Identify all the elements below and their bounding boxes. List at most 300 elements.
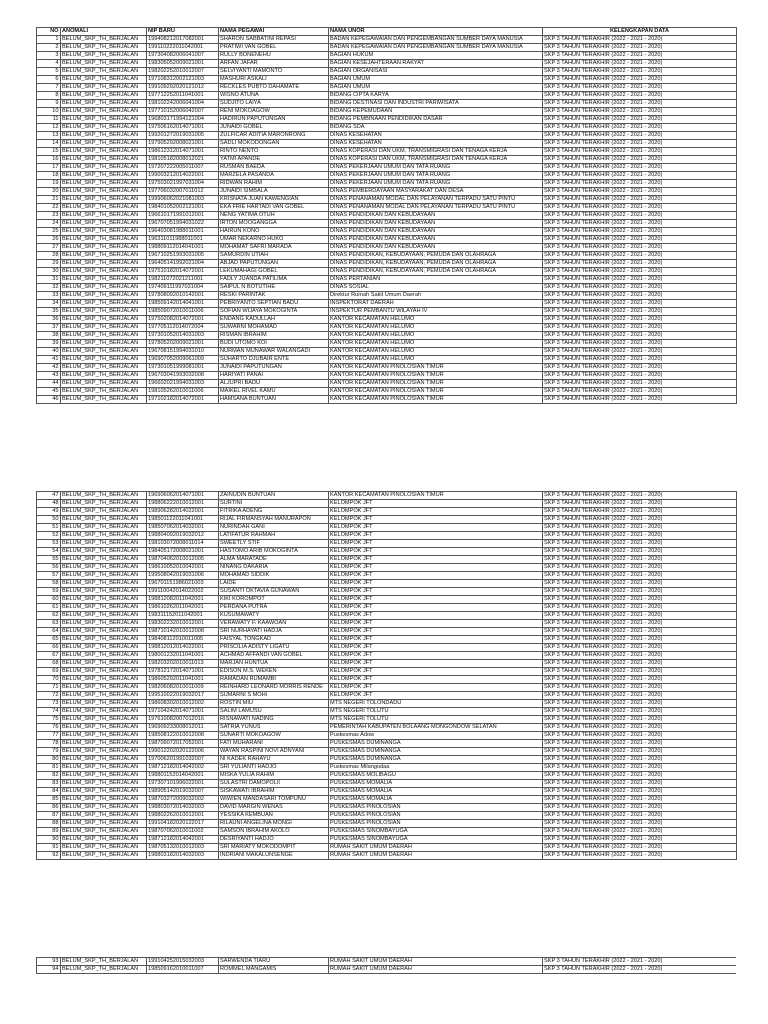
row-no: 47 [37, 492, 61, 500]
row-kelengkapan: SKP 3 TAHUN TERAKHIR (2022 - 2021 - 2020) [543, 100, 737, 108]
row-no: 37 [37, 324, 61, 332]
row-kelengkapan: SKP 3 TAHUN TERAKHIR (2022 - 2021 - 2020) [543, 124, 737, 132]
row-unor: BAGIAN UMUM [329, 76, 543, 84]
row-kelengkapan: SKP 3 TAHUN TERAKHIR (2022 - 2021 - 2020) [543, 180, 737, 188]
table-body-3 [37, 958, 737, 974]
row-nip: 197712252011041001 [147, 92, 219, 100]
row-kelengkapan: SKP 3 TAHUN TERAKHIR (2022 - 2021 - 2020) [543, 164, 737, 172]
row-anomali: BELUM_SKP_TH_BERJALAN [61, 132, 147, 140]
row-anomali: BELUM_SKP_TH_BERJALAN [61, 804, 147, 812]
row-nip: 196906062014071001 [147, 492, 219, 500]
row-nip: 199109292020121012 [147, 84, 219, 92]
row-nama: RISMAN IBRAHIM [219, 332, 329, 340]
row-no: 20 [37, 188, 61, 196]
row-nama: ALJUPRI BADU [219, 380, 329, 388]
row-kelengkapan: SKP 3 TAHUN TERAKHIR (2022 - 2021 - 2020) [543, 740, 737, 748]
row-no: 54 [37, 548, 61, 556]
row-nip: 197301051999081001 [147, 364, 219, 372]
row-nip: 197102182014072001 [147, 396, 219, 404]
row-kelengkapan: SKP 3 TAHUN TERAKHIR (2022 - 2021 - 2020) [543, 148, 737, 156]
row-nip: 199104252015032003 [147, 958, 219, 966]
row-unor: PUSKESMAS SINOMBAYUGA [329, 828, 543, 836]
row-nip: 197502082014072001 [147, 316, 219, 324]
row-unor: KELOMPOK JFT [329, 636, 543, 644]
row-unor: PUSKESMAS DUMINANGA [329, 748, 543, 756]
row-unor: DINAS PENDIDIKAN DAN KEBUDAYAAN [329, 244, 543, 252]
row-nip: 198804092019032012 [147, 532, 219, 540]
row-nip: 198612312014071001 [147, 148, 219, 156]
row-unor: BIDANG PEMBINAAN PENDIDIKAN DASAR [329, 116, 543, 124]
table-row [37, 636, 737, 644]
row-nama: RENI MOKOAGOW [219, 108, 329, 116]
row-nip: 196403081988011001 [147, 228, 219, 236]
row-unor: KANTOR KECAMATAN HELUMO [329, 324, 543, 332]
row-unor: KANTOR KECAMATAN PINOLOSIAN TIMUR [329, 388, 543, 396]
row-unor: RUMAH SAKIT UMUM DAERAH [329, 958, 543, 966]
table-row [37, 236, 737, 244]
row-anomali: BELUM_SKP_TH_BERJALAN [61, 748, 147, 756]
row-nama: ACHMAD AFFANDI VAN GOBEL [219, 652, 329, 660]
row-anomali: BELUM_SKP_TH_BERJALAN [61, 196, 147, 204]
row-no: 40 [37, 348, 61, 356]
row-unor: KANTOR KECAMATAN PINOLOSIAN TIMUR [329, 396, 543, 404]
row-kelengkapan: SKP 3 TAHUN TERAKHIR (2022 - 2021 - 2020) [543, 68, 737, 76]
table-row [37, 156, 737, 164]
row-nip: 197510182014072001 [147, 268, 219, 276]
row-kelengkapan: SKP 3 TAHUN TERAKHIR (2022 - 2021 - 2020) [543, 636, 737, 644]
row-anomali: BELUM_SKP_TH_BERJALAN [61, 68, 147, 76]
row-no: 25 [37, 228, 61, 236]
row-nip: 198801152014042001 [147, 772, 219, 780]
table-row [37, 132, 737, 140]
row-anomali: BELUM_SKP_TH_BERJALAN [61, 36, 147, 44]
row-no: 82 [37, 772, 61, 780]
row-unor: KELOMPOK JFT [329, 620, 543, 628]
row-anomali: BELUM_SKP_TH_BERJALAN [61, 836, 147, 844]
row-anomali: BELUM_SKP_TH_BERJALAN [61, 604, 147, 612]
row-anomali: BELUM_SKP_TH_BERJALAN [61, 958, 147, 966]
row-kelengkapan: SKP 3 TAHUN TERAKHIR (2022 - 2021 - 2020) [543, 572, 737, 580]
row-anomali: BELUM_SKP_TH_BERJALAN [61, 548, 147, 556]
row-no: 64 [37, 628, 61, 636]
table-row [37, 276, 737, 284]
row-no: 49 [37, 508, 61, 516]
table-row [37, 820, 737, 828]
row-nama: SATRIA YUNUS [219, 724, 329, 732]
row-nip: 197207222005011007 [147, 164, 219, 172]
row-no: 26 [37, 236, 61, 244]
row-anomali: BELUM_SKP_TH_BERJALAN [61, 284, 147, 292]
table-row [37, 516, 737, 524]
table-row [37, 52, 737, 60]
row-no: 68 [37, 660, 61, 668]
row-unor: KANTOR KECAMATAN PINOLOSIAN TIMUR [329, 372, 543, 380]
row-anomali: BELUM_SKP_TH_BERJALAN [61, 364, 147, 372]
table-row [37, 100, 737, 108]
row-nip: 198812012014022001 [147, 644, 219, 652]
row-nip: 198806222010012001 [147, 500, 219, 508]
row-nama: SULASTRI DAMOPOLII [219, 780, 329, 788]
row-nama: SAIPUL N BOTUTIHE [219, 284, 329, 292]
row-kelengkapan: SKP 3 TAHUN TERAKHIR (2022 - 2021 - 2020) [543, 564, 737, 572]
row-anomali: BELUM_SKP_TH_BERJALAN [61, 524, 147, 532]
row-nip: 198509162010011007 [147, 966, 219, 974]
row-unor: KELOMPOK JFT [329, 500, 543, 508]
row-nama: MOHAMAT SAFRI MARADA [219, 244, 329, 252]
table-row [37, 300, 737, 308]
table-row [37, 492, 737, 500]
row-no: 67 [37, 652, 61, 660]
row-unor: RUMAH SAKIT UMUM DAERAH [329, 844, 543, 852]
row-nip: 198211072021211001 [147, 276, 219, 284]
row-unor: KANTOR KECAMATAN HELUMO [329, 332, 543, 340]
table-row [37, 212, 737, 220]
row-nip: 198305052009021001 [147, 60, 219, 68]
row-anomali: BELUM_SKP_TH_BERJALAN [61, 740, 147, 748]
row-nip: 198102242006041004 [147, 100, 219, 108]
table-row [37, 740, 737, 748]
row-nama: MARJAN HUNTUA [219, 660, 329, 668]
table-row [37, 966, 737, 974]
row-anomali: BELUM_SKP_TH_BERJALAN [61, 812, 147, 820]
row-nama: SUWARNI MOHAMAD [219, 324, 329, 332]
row-unor: RUMAH SAKIT UMUM DAERAH [329, 852, 543, 860]
row-nama: SUNARTI MOKOAGOW [219, 732, 329, 740]
row-unor: MTS NEGERI TOLUTU [329, 708, 543, 716]
row-nama: BUDI UTOMO KOI [219, 340, 329, 348]
row-anomali: BELUM_SKP_TH_BERJALAN [61, 700, 147, 708]
row-unor: DINAS KESEHATAN [329, 132, 543, 140]
row-nama: HADIRUN PAPUTUNGAN [219, 116, 329, 124]
row-unor: DINAS PENDIDIKAN DAN KEBUDAYAAN [329, 228, 543, 236]
row-no: 88 [37, 820, 61, 828]
row-nip: 198707062010011002 [147, 828, 219, 836]
row-nama: SISKAWATI IBRAHIM [219, 788, 329, 796]
row-kelengkapan: SKP 3 TAHUN TERAKHIR (2022 - 2021 - 2020) [543, 668, 737, 676]
row-nama: RIJAL FIRMANSYAH MANURAPON [219, 516, 329, 524]
row-kelengkapan: SKP 3 TAHUN TERAKHIR (2022 - 2021 - 2020) [543, 156, 737, 164]
row-unor: BAGIAN ORGANISASI [329, 68, 543, 76]
row-unor: DINAS KOPERASI DAN UKM, TRANSMIGRASI DAN TENAGA KERJA [329, 148, 543, 156]
table-row [37, 756, 737, 764]
row-anomali: BELUM_SKP_TH_BERJALAN [61, 244, 147, 252]
row-unor: PUSKESMAS MOLIBAGU [329, 772, 543, 780]
row-unor: MTS NEGERI TOLONDADU [329, 700, 543, 708]
table-row [37, 380, 737, 388]
row-nama: SURTINI [219, 500, 329, 508]
row-no: 21 [37, 196, 61, 204]
row-no: 44 [37, 380, 61, 388]
header-nama: NAMA PEGAWAI [219, 28, 329, 36]
row-anomali: BELUM_SKP_TH_BERJALAN [61, 348, 147, 356]
row-no: 13 [37, 132, 61, 140]
row-no: 80 [37, 756, 61, 764]
row-no: 60 [37, 596, 61, 604]
row-nip: 197710152006042007 [147, 108, 219, 116]
table-row [37, 732, 737, 740]
table-row [37, 140, 737, 148]
table-row [37, 700, 737, 708]
row-anomali: BELUM_SKP_TH_BERJALAN [61, 100, 147, 108]
row-kelengkapan: SKP 3 TAHUN TERAKHIR (2022 - 2021 - 2020) [543, 60, 737, 68]
row-no: 76 [37, 724, 61, 732]
row-nip: 198610262011042001 [147, 604, 219, 612]
table-row [37, 628, 737, 636]
row-no: 22 [37, 204, 61, 212]
row-anomali: BELUM_SKP_TH_BERJALAN [61, 780, 147, 788]
row-no: 65 [37, 636, 61, 644]
row-nip: 199012202020122006 [147, 748, 219, 756]
row-unor: DINAS PENANAMAN MODAL DAN PELAYANAN TERPADU SATU PINTU [329, 196, 543, 204]
row-anomali: BELUM_SKP_TH_BERJALAN [61, 300, 147, 308]
row-nama: WISNO ATUNA [219, 92, 329, 100]
row-kelengkapan: SKP 3 TAHUN TERAKHIR (2022 - 2021 - 2020) [543, 76, 737, 84]
row-nama: HAIRUN KONO [219, 228, 329, 236]
table-block-3 [36, 957, 736, 1024]
table-row [37, 172, 737, 180]
row-unor: PUSKESMAS PINOLOSIAN [329, 804, 543, 812]
row-anomali: BELUM_SKP_TH_BERJALAN [61, 148, 147, 156]
row-no: 75 [37, 716, 61, 724]
row-kelengkapan: SKP 3 TAHUN TERAKHIR (2022 - 2021 - 2020) [543, 44, 737, 52]
table-row [37, 268, 737, 276]
row-no: 15 [37, 148, 61, 156]
table-row [37, 340, 737, 348]
row-nip: 197301052014031003 [147, 332, 219, 340]
row-no: 29 [37, 260, 61, 268]
row-no: 18 [37, 172, 61, 180]
row-no: 90 [37, 836, 61, 844]
row-nama: HARIYATI PANAI [219, 372, 329, 380]
row-nip: 196707051994031022 [147, 220, 219, 228]
row-nama: SRI YULIANTI HADJO [219, 764, 329, 772]
row-unor: DINAS PENDIDIKAN, KEBUDAYAAN, PEMUDA DAN OLAHRAGA [329, 252, 543, 260]
row-kelengkapan: SKP 3 TAHUN TERAKHIR (2022 - 2021 - 2020) [543, 628, 737, 636]
row-anomali: BELUM_SKP_TH_BERJALAN [61, 276, 147, 284]
header-nip: NIP BARU [147, 28, 219, 36]
row-kelengkapan: SKP 3 TAHUN TERAKHIR (2022 - 2021 - 2020) [543, 84, 737, 92]
row-kelengkapan: SKP 3 TAHUN TERAKHIR (2022 - 2021 - 2020) [543, 684, 737, 692]
table-row [37, 44, 737, 52]
row-no: 45 [37, 388, 61, 396]
row-no: 50 [37, 516, 61, 524]
row-kelengkapan: SKP 3 TAHUN TERAKHIR (2022 - 2021 - 2020) [543, 260, 737, 268]
table-row [37, 332, 737, 340]
table-row [37, 804, 737, 812]
row-no: 66 [37, 644, 61, 652]
row-anomali: BELUM_SKP_TH_BERJALAN [61, 820, 147, 828]
row-nama: FADLY JUANDA PATILIMA [219, 276, 329, 284]
row-kelengkapan: SKP 3 TAHUN TERAKHIR (2022 - 2021 - 2020) [543, 348, 737, 356]
row-anomali: BELUM_SKP_TH_BERJALAN [61, 84, 147, 92]
row-kelengkapan: SKP 3 TAHUN TERAKHIR (2022 - 2021 - 2020) [543, 676, 737, 684]
row-nip: 198704062010012005 [147, 556, 219, 564]
row-nip: 198302232010012001 [147, 620, 219, 628]
row-kelengkapan: SKP 3 TAHUN TERAKHIR (2022 - 2021 - 2020) [543, 788, 737, 796]
row-anomali: BELUM_SKP_TH_BERJALAN [61, 44, 147, 52]
row-nip: 198709072017052001 [147, 740, 219, 748]
row-nama: WAYAN RASPINI NOVI ADNYANI [219, 748, 329, 756]
table-row [37, 68, 737, 76]
row-nama: NURMAN MUNAWAR WALANGADI [219, 348, 329, 356]
row-anomali: BELUM_SKP_TH_BERJALAN [61, 772, 147, 780]
row-kelengkapan: SKP 3 TAHUN TERAKHIR (2022 - 2021 - 2020) [543, 228, 737, 236]
row-unor: PUSKESMAS MOMALIA [329, 780, 543, 788]
row-no: 33 [37, 292, 61, 300]
row-unor: DINAS PENDIDIKAN DAN KEBUDAYAAN [329, 236, 543, 244]
row-kelengkapan: SKP 3 TAHUN TERAKHIR (2022 - 2021 - 2020) [543, 244, 737, 252]
row-no: 48 [37, 500, 61, 508]
row-nama: MISKA YULIA RAHIM [219, 772, 329, 780]
table-row [37, 148, 737, 156]
row-unor: DINAS PEMBERDAYAAN MASYARAKAT DAN DESA [329, 188, 543, 196]
row-nama: PRISCILIA ADISTY LIGATU [219, 644, 329, 652]
row-nama: ROSTIN MIU [219, 700, 329, 708]
row-kelengkapan: SKP 3 TAHUN TERAKHIR (2022 - 2021 - 2020) [543, 540, 737, 548]
table-row [37, 572, 737, 580]
row-nip: 196708151994031010 [147, 348, 219, 356]
table-row [37, 364, 737, 372]
row-nip: 197006201991032007 [147, 756, 219, 764]
row-unor: BADAN KEPEGAWAIAN DAN PENGEMBANGAN SUMBER DAYA MANUSIA [329, 44, 543, 52]
row-anomali: BELUM_SKP_TH_BERJALAN [61, 372, 147, 380]
table-row [37, 692, 737, 700]
row-nip: 198809112014041001 [147, 244, 219, 252]
row-nip: 196710251993031005 [147, 252, 219, 260]
row-unor: PUSKESMAS DUMINANGA [329, 740, 543, 748]
table-row [37, 292, 737, 300]
table-row [37, 812, 737, 820]
row-no: 84 [37, 788, 61, 796]
row-anomali: BELUM_SKP_TH_BERJALAN [61, 236, 147, 244]
data-table [36, 491, 737, 860]
row-nama: SAMSON IBRAHIM AKOLO [219, 828, 329, 836]
row-anomali: BELUM_SKP_TH_BERJALAN [61, 588, 147, 596]
row-unor: KELOMPOK JFT [329, 628, 543, 636]
row-unor: MTS NEGERI TOLUTU [329, 716, 543, 724]
data-table [36, 957, 736, 974]
row-anomali: BELUM_SKP_TH_BERJALAN [61, 508, 147, 516]
table-body-1 [37, 36, 737, 404]
row-unor: BAGIAN HUKUM [329, 52, 543, 60]
row-nama: REINHARD LEONARD MORRIS RENDE [219, 684, 329, 692]
row-nama: DAVID MARGIN WENAS [219, 804, 329, 812]
row-anomali: BELUM_SKP_TH_BERJALAN [61, 188, 147, 196]
row-unor: KELOMPOK JFT [329, 596, 543, 604]
row-anomali: BELUM_SKP_TH_BERJALAN [61, 716, 147, 724]
row-no: 53 [37, 540, 61, 548]
row-unor: KELOMPOK JFT [329, 604, 543, 612]
row-kelengkapan: SKP 3 TAHUN TERAKHIR (2022 - 2021 - 2020) [543, 300, 737, 308]
table-row [37, 532, 737, 540]
row-nip: 198605292011041001 [147, 676, 219, 684]
row-nip: 197409111997031004 [147, 284, 219, 292]
table-row [37, 676, 737, 684]
row-nip: 198311152011042001 [147, 612, 219, 620]
table-row [37, 668, 737, 676]
row-nama: KIKI KOROMPOT [219, 596, 329, 604]
row-nama: SHARON SABBATINI REPASI [219, 36, 329, 44]
row-nip: 199508042019031006 [147, 572, 219, 580]
row-nama: JUNAIDI SIMBALA [219, 188, 329, 196]
row-no: 52 [37, 532, 61, 540]
row-unor: KELOMPOK JFT [329, 660, 543, 668]
row-no: 56 [37, 564, 61, 572]
row-unor: PUSKESMAS SINOMBAYUGA [329, 836, 543, 844]
row-unor: KELOMPOK JFT [329, 508, 543, 516]
table-row [37, 660, 737, 668]
table-row [37, 788, 737, 796]
row-kelengkapan: SKP 3 TAHUN TERAKHIR (2022 - 2021 - 2020) [543, 708, 737, 716]
row-kelengkapan: SKP 3 TAHUN TERAKHIR (2022 - 2021 - 2020) [543, 172, 737, 180]
row-no: 62 [37, 612, 61, 620]
row-nip: 197905292008021001 [147, 140, 219, 148]
row-kelengkapan: SKP 3 TAHUN TERAKHIR (2022 - 2021 - 2020) [543, 116, 737, 124]
row-kelengkapan: SKP 3 TAHUN TERAKHIR (2022 - 2021 - 2020) [543, 772, 737, 780]
row-nama: PEBRIYANTO SEPTIAN BADU [219, 300, 329, 308]
row-nip: 198103072008011014 [147, 540, 219, 548]
table-row [37, 228, 737, 236]
row-nama: ZAINUDIN BUNTUAN [219, 492, 329, 500]
row-no: 91 [37, 844, 61, 852]
table-row [37, 108, 737, 116]
row-unor: KELOMPOK JFT [329, 652, 543, 660]
row-nip: 198408112010011005 [147, 636, 219, 644]
row-anomali: BELUM_SKP_TH_BERJALAN [61, 308, 147, 316]
table-row [37, 844, 737, 852]
row-unor: BIDANG KEPEMUDAAN [329, 108, 543, 116]
table-row [37, 244, 737, 252]
row-unor: DINAS PERTANIAN [329, 276, 543, 284]
row-nip: 199003212014022001 [147, 172, 219, 180]
row-unor: DINAS PENDIDIKAN DAN KEBUDAYAAN [329, 220, 543, 228]
row-unor: KELOMPOK JFT [329, 692, 543, 700]
row-unor: KANTOR KECAMATAN PINOLOSIAN TIMUR [329, 364, 543, 372]
row-anomali: BELUM_SKP_TH_BERJALAN [61, 76, 147, 84]
row-nip: 198509072010011006 [147, 308, 219, 316]
row-nip: 199201272019031005 [147, 132, 219, 140]
row-kelengkapan: SKP 3 TAHUN TERAKHIR (2022 - 2021 - 2020) [543, 316, 737, 324]
table-row [37, 92, 737, 100]
row-anomali: BELUM_SKP_TH_BERJALAN [61, 212, 147, 220]
row-nip: 197610082007012016 [147, 716, 219, 724]
row-nama: INDRIANI MAKALUNSENGE [219, 852, 329, 860]
row-no: 81 [37, 764, 61, 772]
row-nip: 199408212017082001 [147, 36, 219, 44]
row-kelengkapan: SKP 3 TAHUN TERAKHIR (2022 - 2021 - 2020) [543, 604, 737, 612]
row-anomali: BELUM_SKP_TH_BERJALAN [61, 612, 147, 620]
row-unor: DINAS PENDIDIKAN, KEBUDAYAAN, PEMUDA DAN OLAHRAGA [329, 260, 543, 268]
row-nip: 198712182014042001 [147, 836, 219, 844]
row-kelengkapan: SKP 3 TAHUN TERAKHIR (2022 - 2021 - 2020) [543, 492, 737, 500]
row-kelengkapan: SKP 3 TAHUN TERAKHIR (2022 - 2021 - 2020) [543, 748, 737, 756]
row-unor: INSPEKTUR PEMBANTU WILAYAH IV [329, 308, 543, 316]
row-nama: RILAUNI ANGELINA MONGI [219, 820, 329, 828]
row-unor: RUMAH SAKIT UMUM DAERAH [329, 966, 543, 974]
row-anomali: BELUM_SKP_TH_BERJALAN [61, 828, 147, 836]
row-no: 17 [37, 164, 61, 172]
row-nama: RAMADAN RUMAMBI [219, 676, 329, 684]
row-anomali: BELUM_SKP_TH_BERJALAN [61, 180, 147, 188]
row-anomali: BELUM_SKP_TH_BERJALAN [61, 564, 147, 572]
row-nama: LAIDE [219, 580, 329, 588]
row-nama: SUDJITO LAIYA [219, 100, 329, 108]
row-anomali: BELUM_SKP_TH_BERJALAN [61, 380, 147, 388]
row-nama: ALMA MARATADE [219, 556, 329, 564]
row-unor: BAGIAN UMUM [329, 84, 543, 92]
row-nip: 198608302010012002 [147, 700, 219, 708]
row-anomali: BELUM_SKP_TH_BERJALAN [61, 692, 147, 700]
